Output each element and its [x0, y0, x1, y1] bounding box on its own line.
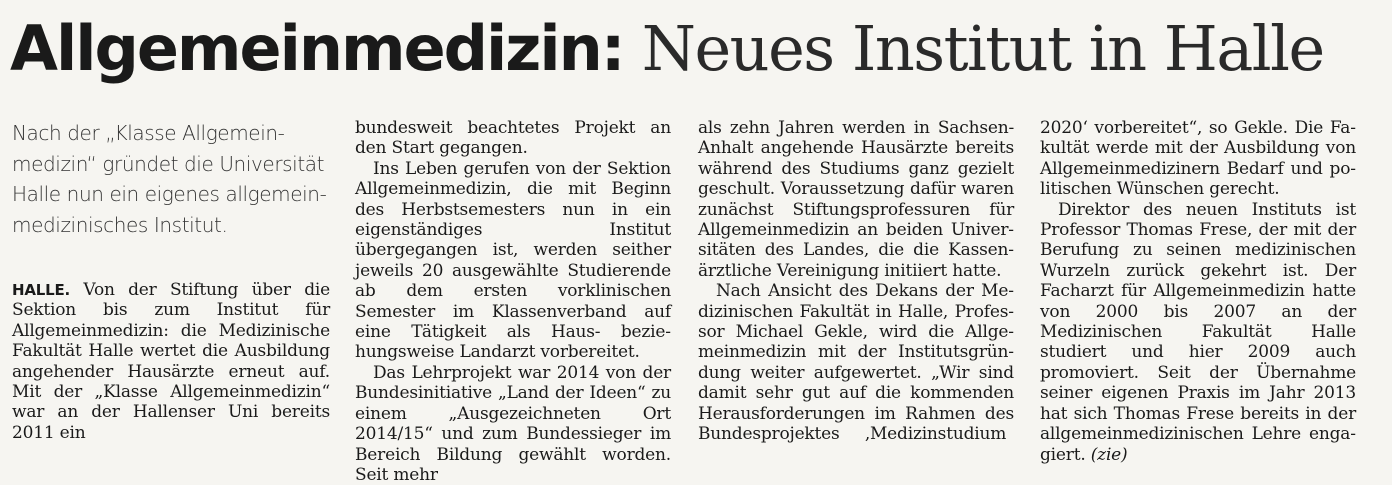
col2-paragraph-2: Ins Leben gerufen von der Sektion Allgemeinmedizin, die mit Beginn des Herbstsemesters nun in ein eigenständiges Institut übergegangen ist, werden seither jeweils 20 ausgewählte Studierende ab dem ersten vorklinischen Semester im Klassenverband auf eine Tätigkeit als Haus- beziehungsweise Landarzt vorbereitet.: [355, 158, 671, 363]
col4-paragraph-2-text: Direktor des neuen Instituts ist Professor Thomas Frese, der mit der Berufung zu seinen medizinischen Wurzeln zurück gekehrt ist. Der Facharzt für Allgemeinmedizin hatte von 2000 bis 2007 an der Medizinischen Fakultät Halle studiert und hier 2009 auch promoviert. Seit der Übernahme seiner eigenen Praxis im Jahr 2013 hat sich Thomas Frese bereits in der allgemeinmedizinischen Lehre engagiert.: [1040, 199, 1356, 465]
col3-paragraph-1: als zehn Jahren werden in Sachsen-Anhalt angehende Hausärzte bereits während des Studiums ganz gezielt geschult. Voraussetzung dafür waren zunächst Stiftungsprofessuren für Allgemeinmedizin an beiden Universitäten des Landes, die die Kassenärztliche Vereinigung initiiert hatte.: [698, 118, 1014, 281]
col2-paragraph-3: Das Lehrprojekt war 2014 von der Bundesinitiative „Land der Ideen“ zu einem „Ausgezeichneten Ort 2014/15“ und zum Bundessieger im Bereich Bildung gewählt worden. Seit mehr: [355, 362, 671, 485]
body-paragraph-1: [12, 280, 330, 443]
dateline: HALLE.: [12, 281, 71, 299]
article-column-3: [698, 118, 1014, 445]
headline: [10, 6, 1390, 92]
author-initials: (zie): [1090, 444, 1128, 465]
col4-paragraph-1: 2020‘ vorbereitet“, so Gekle. Die Fakultät werde mit der Ausbildung von Allgemeinmedizinern Bedarf und politischen Wünschen gerecht.: [1040, 118, 1356, 200]
headline-light: Neues Institut in Halle: [623, 12, 1324, 85]
col1-text: Von der Stiftung über die Sektion bis zum Institut für Allgemeinmedizin: die Medizinische Fakultät Halle wertet die Ausbildung angehender Hausärzte erneut auf. Mit der „Klasse Allgemeinmedizin“ war an der Hallenser Uni bereits 2011 ein: [12, 280, 330, 443]
article-column-4: [1040, 118, 1356, 465]
article-column-1: [12, 118, 330, 443]
headline-bold: Allgemeinmedizin:: [10, 12, 624, 85]
col2-paragraph-1: bundesweit beachtetes Projekt an den Start gegangen.: [355, 118, 671, 159]
article-column-2: [355, 118, 671, 485]
col3-paragraph-2: Nach Ansicht des Dekans der Medizinischen Fakultät in Halle, Professor Michael Gekle, wird die Allgemeinmedizin mit der Institutsgründung weiter aufgewertet. „Wir sind damit sehr gut auf die kommenden Herausforderungen im Rahmen des Bundesprojektes ‚Medizinstudium: [698, 281, 1014, 445]
col4-paragraph-2: [1040, 200, 1356, 465]
teaser: Nach der „Klasse Allgemeinmedizin“ gründet die Universität Halle nun ein eigenes allgemeinmedizinisches Institut.: [12, 121, 327, 237]
